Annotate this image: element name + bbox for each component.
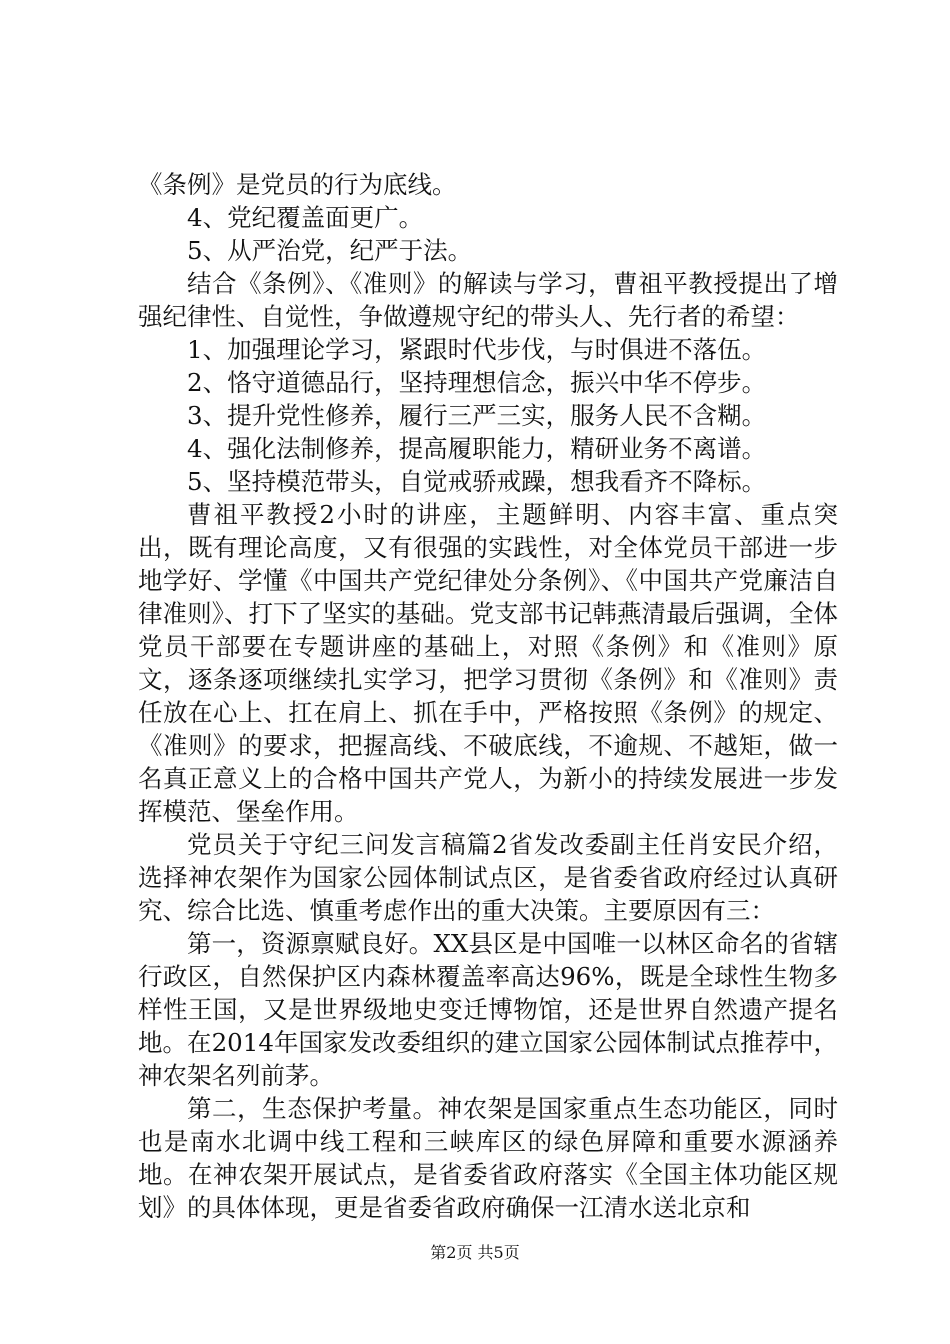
- paragraph: 结合《条例》、《准则》的解读与学习，曹祖平教授提出了增强纪律性、自觉性，争做遵规守纪的带头人、先行者的希望：: [138, 269, 838, 331]
- list-item: 4、强化法制修养，提高履职能力，精研业务不离谱。: [187, 434, 767, 463]
- paragraph: 第二，生态保护考量。神农架是国家重点生态功能区，同时也是南水北调中线工程和三峡库区的绿色屏障和重要水源涵养地。在神农架开展试点，是省委省政府落实《全国主体功能区规划》的具体体现，更是省委省政府确保一江清水送北京和: [138, 1094, 838, 1222]
- paragraph: 第一，资源禀赋良好。XX县区是中国唯一以林区命名的省辖行政区，自然保护区内森林覆盖率高达96%，既是全球性生物多样性王国，又是世界级地史变迁博物馆，还是世界自然遗产提名地。在2014年国家发改委组织的建立国家公园体制试点推荐中，神农架名列前茅。: [138, 929, 838, 1090]
- paragraph: 5、从严治党，纪严于法。: [187, 236, 473, 265]
- list-item: 2、恪守道德品行，坚持理想信念，振兴中华不停步。: [187, 368, 767, 397]
- document-body: [138, 168, 838, 1224]
- list-item: 1、加强理论学习，紧跟时代步伐，与时俱进不落伍。: [187, 335, 767, 364]
- list-item: 3、提升党性修养，履行三严三实，服务人民不含糊。: [187, 401, 767, 430]
- list-item: 5、坚持模范带头，自觉戒骄戒躁，想我看齐不降标。: [187, 467, 767, 496]
- paragraph: 党员关于守纪三问发言稿篇2省发改委副主任肖安民介绍，选择神农架作为国家公园体制试点区，是省委省政府经过认真研究、综合比选、慎重考虑作出的重大决策。主要原因有三：: [138, 830, 838, 925]
- page-footer: 第2页 共5页: [430, 1243, 520, 1262]
- paragraph: 4、党纪覆盖面更广。: [187, 203, 424, 232]
- paragraph: 曹祖平教授2小时的讲座，主题鲜明、内容丰富、重点突出，既有理论高度，又有很强的实践性，对全体党员干部进一步地学好、学懂《中国共产党纪律处分条例》、《中国共产党廉洁自律准则》、打下了坚实的基础。党支部书记韩燕清最后强调，全体党员干部要在专题讲座的基础上，对照《条例》和《准则》原文，逐条逐项继续扎实学习，把学习贯彻《条例》和《准则》责任放在心上、扛在肩上、抓在手中，严格按照《条例》的规定、《准则》的要求，把握高线、不破底线，不逾规、不越矩，做一名真正意义上的合格中国共产党人，为新小的持续发展进一步发挥模范、堡垒作用。: [138, 500, 838, 826]
- paragraph: 《条例》是党员的行为底线。: [138, 170, 457, 199]
